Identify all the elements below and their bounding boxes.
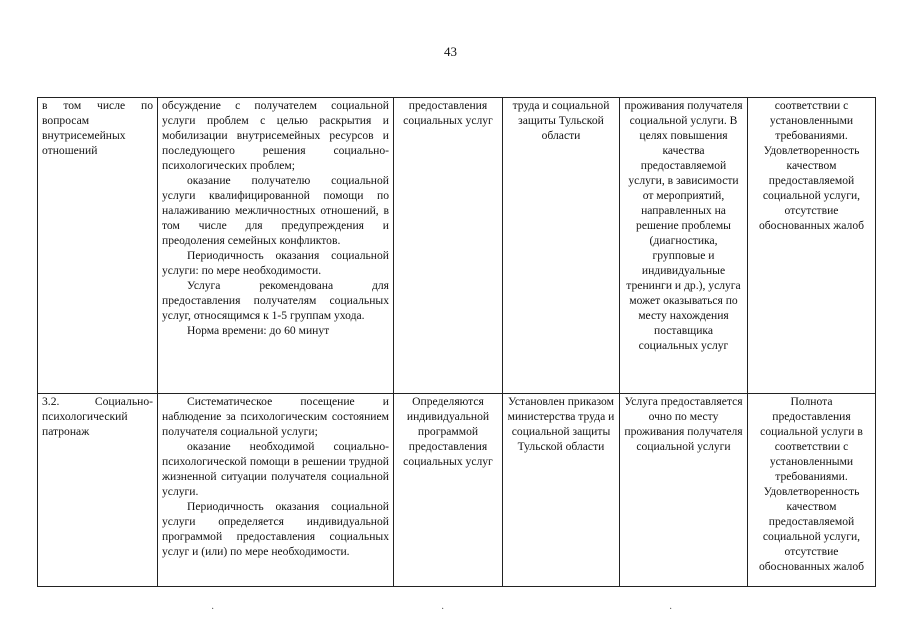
- service-description-cell: [158, 98, 394, 394]
- service-description-cell: [158, 394, 394, 587]
- services-table: [37, 97, 876, 587]
- service-volume-cell: предоставления социальных услуг: [394, 98, 503, 394]
- service-tariff-cell: Установлен приказом министерства труда и социальной защиты Тульской области: [503, 394, 620, 587]
- service-quality-cell: соответствии с установленными требованиями. Удовлетворенность качеством предоставляемой социальной услуги, отсутствие обоснованных жалоб: [748, 98, 876, 394]
- description-paragraph: обсуждение с получателем социальной услуги проблем с целью раскрытия и мобилизации внутрисемейных ресурсов и последующего решения социально-психологических проблем;: [162, 99, 389, 172]
- description-paragraph: Периодичность оказания социальной услуги: по мере необходимости.: [162, 249, 389, 277]
- description-paragraph: оказание получателю социальной услуги квалифицированной помощи по налаживанию межличностных отношений, в том числе для предупреждения и преодоления семейных конфликтов.: [162, 174, 389, 247]
- service-volume-cell: Определяются индивидуальной программой предоставления социальных услуг: [394, 394, 503, 587]
- description-paragraph: Систематическое посещение и наблюдение за психологическим состоянием получателя социальной услуги;: [162, 395, 389, 438]
- table-row: [38, 98, 876, 394]
- table-row: [38, 394, 876, 587]
- scan-mark: ·: [211, 604, 215, 615]
- service-name-cell: в том числе по вопросам внутрисемейных отношений: [38, 98, 158, 394]
- scan-mark: ·: [441, 604, 445, 615]
- scan-mark: ·: [669, 604, 673, 615]
- page-number: 43: [444, 44, 457, 59]
- service-quality-cell: Полнота предоставления социальной услуги в соответствии с установленными требованиями. Удовлетворенность качеством предоставляемой социальной услуги, отсутствие обоснованных жалоб: [748, 394, 876, 587]
- service-conditions-cell: проживания получателя социальной услуги. В целях повышения качества предоставляемой услуги, в зависимости от мероприятий, направленных на решение проблемы (диагностика, групповые и индивидуальные тренинги и др.), услуга может оказываться по месту нахождения поставщика социальных услуг: [620, 98, 748, 394]
- description-paragraph: Услуга рекомендована для предоставления получателям социальных услуг, относящимся к 1-5 группам ухода.: [162, 279, 389, 322]
- service-conditions-cell: Услуга предоставляется очно по месту проживания получателя социальной услуги: [620, 394, 748, 587]
- description-paragraph: Норма времени: до 60 минут: [187, 324, 330, 337]
- description-paragraph: Периодичность оказания социальной услуги определяется индивидуальной программой предоставления социальных услуг и (или) по мере необходимости.: [162, 500, 389, 558]
- service-name-cell: 3.2. Социально-психологический патронаж: [38, 394, 158, 587]
- service-tariff-cell: труда и социальной защиты Тульской области: [503, 98, 620, 394]
- description-paragraph: оказание необходимой социально-психологической помощи в решении трудной жизненной ситуации получателя социальной услуги.: [162, 440, 389, 498]
- scan-marks: [0, 604, 901, 614]
